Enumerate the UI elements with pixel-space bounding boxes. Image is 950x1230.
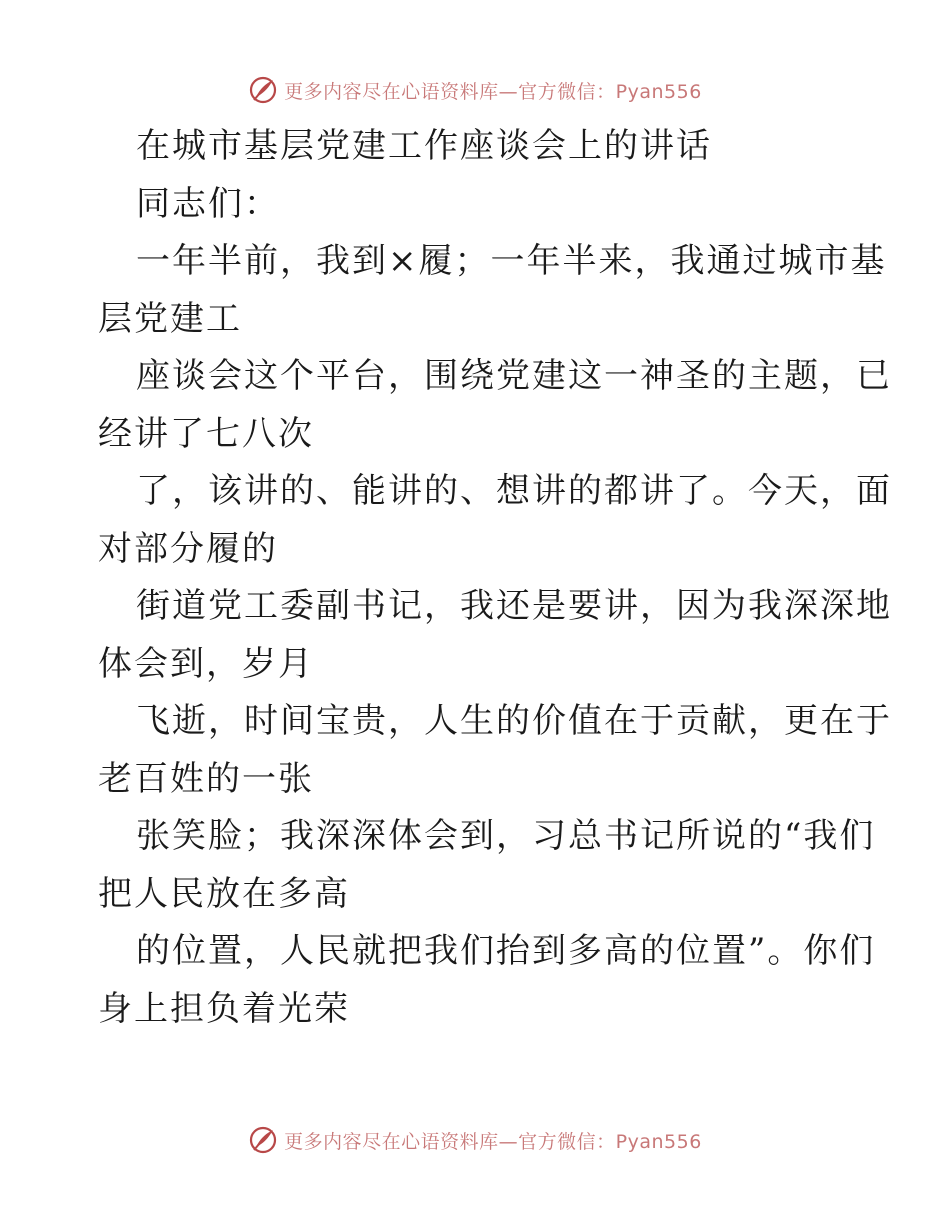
text-line: 对部分履的 xyxy=(98,528,278,569)
text-line: 了，该讲的、能讲的、想讲的都讲了。今天，面 xyxy=(136,471,892,511)
text-line: 经讲了七八次 xyxy=(98,413,314,454)
text-line: 飞逝，时间宝贵，人生的价值在于贡献，更在于 xyxy=(136,701,892,741)
text-line: 张笑脸；我深深体会到，习总书记所说的“我们 xyxy=(136,816,876,856)
text-line: 座谈会这个平台，围绕党建这一神圣的主题，已 xyxy=(136,356,892,396)
text-line: 把人民放在多高 xyxy=(98,873,350,914)
document-title: 在城市基层党建工作座谈会上的讲话 xyxy=(136,126,712,166)
feather-pen-logo-icon xyxy=(248,1125,278,1155)
feather-pen-logo-icon xyxy=(248,75,278,105)
header-watermark xyxy=(0,70,950,110)
text-line: 一年半前，我到×履；一年半来，我通过城市基 xyxy=(136,241,887,281)
document-body xyxy=(98,118,892,1038)
text-line: 街道党工委副书记，我还是要讲，因为我深深地 xyxy=(136,586,892,626)
text-line: 层党建工 xyxy=(98,298,242,339)
watermark-text: 更多内容尽在心语资料库—官方微信：Pyan556 xyxy=(284,1130,702,1153)
text-line: 老百姓的一张 xyxy=(98,758,314,799)
watermark-text: 更多内容尽在心语资料库—官方微信：Pyan556 xyxy=(284,80,702,103)
footer-watermark xyxy=(0,1120,950,1160)
text-line: 的位置，人民就把我们抬到多高的位置”。你们 xyxy=(136,931,876,971)
text-line: 同志们： xyxy=(136,183,280,224)
text-line: 体会到，岁月 xyxy=(98,643,314,684)
text-line: 身上担负着光荣 xyxy=(98,988,350,1029)
